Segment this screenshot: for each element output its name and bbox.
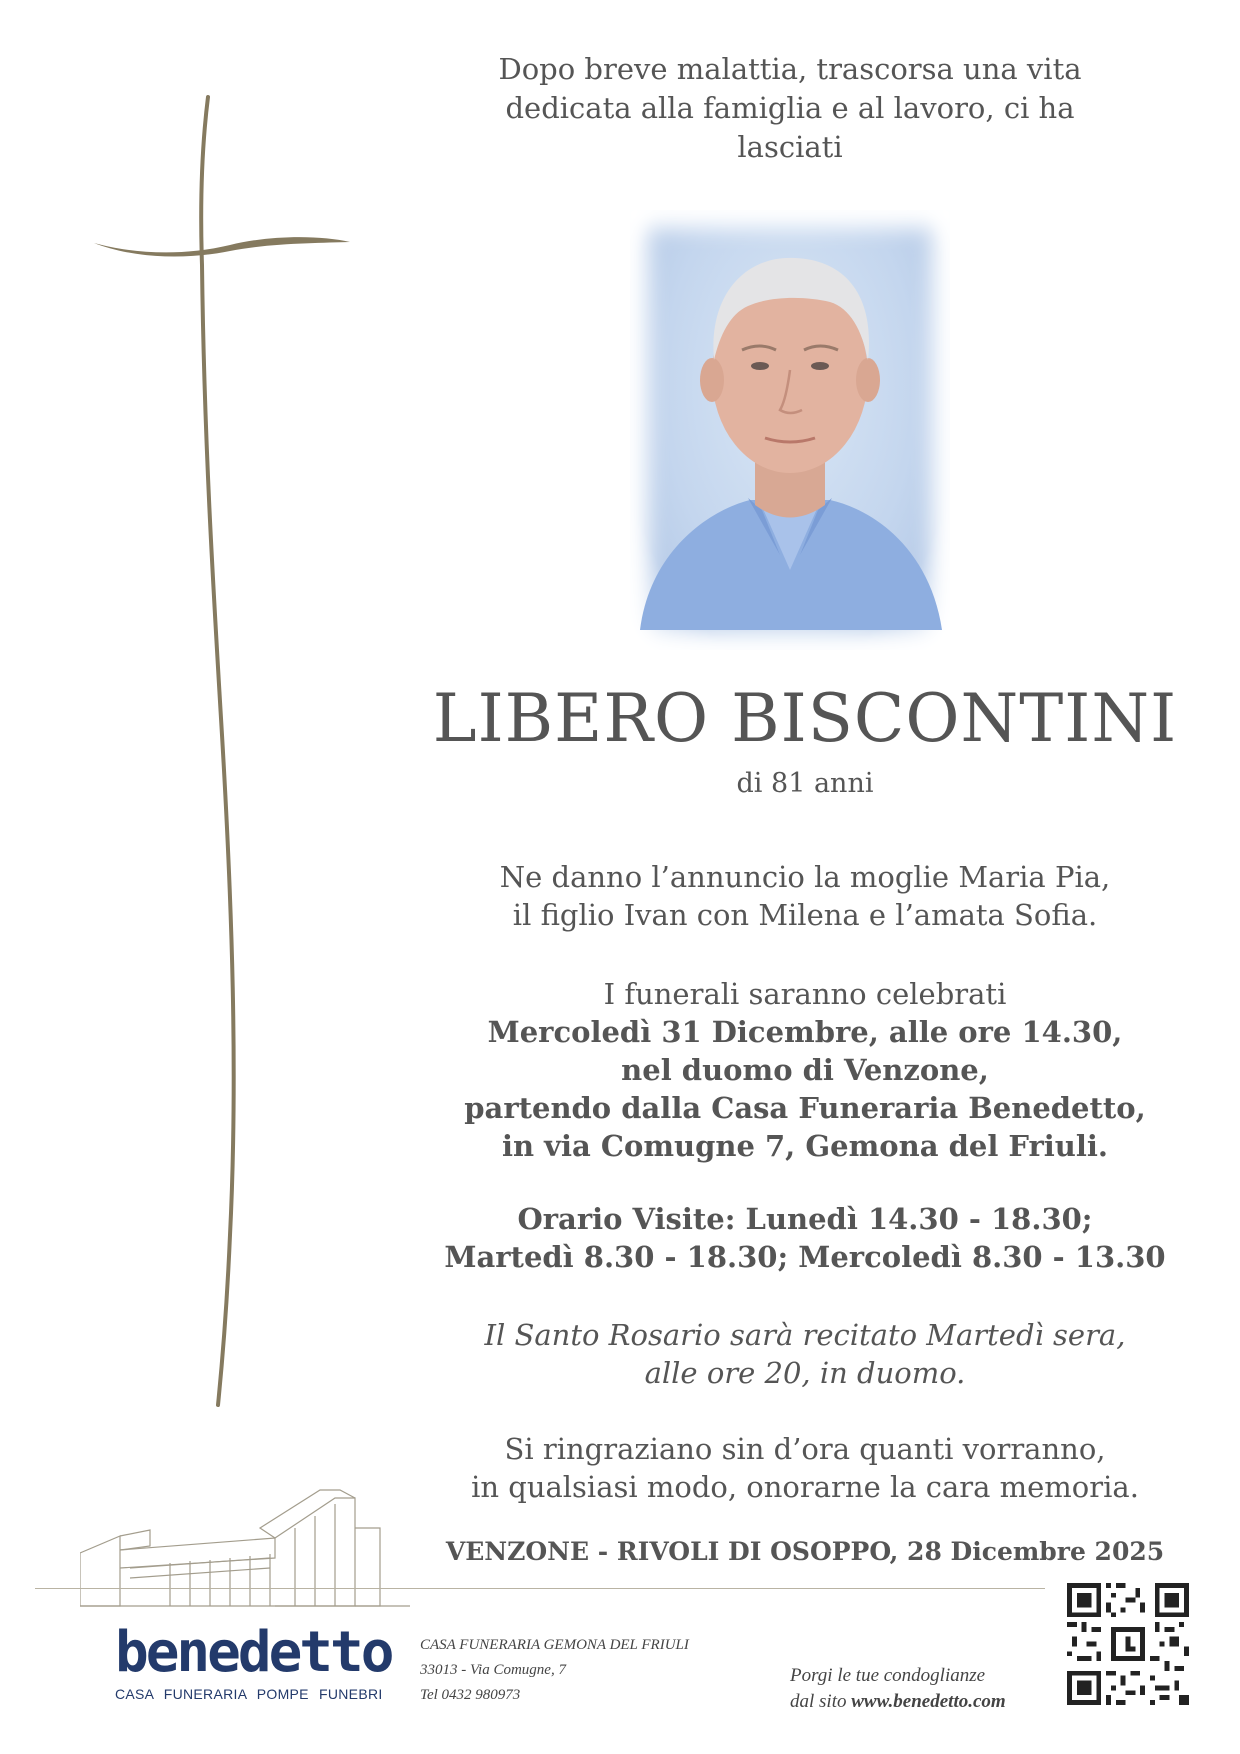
benedetto-logo: benedetto [115,1620,392,1685]
funeral-details [440,975,1170,1165]
condolences-site-line [790,1689,1090,1715]
funeral-line: in via Comugne 7, Gemona del Friuli. [501,1129,1109,1163]
condolences-note [790,1663,1090,1715]
intro-line: dedicata alla famiglia e al lavoro, ci ha [505,91,1075,125]
condolences-prefix: dal sito [790,1691,852,1712]
deceased-name: LIBERO BISCONTINI [432,680,1178,757]
address-line: CASA FUNERARIA GEMONA DEL FRIULI [420,1637,689,1653]
funeral-line: nel duomo di Venzone, [621,1053,989,1087]
intro-text [470,50,1110,167]
qr-code-icon[interactable] [1067,1583,1189,1705]
intro-line: lasciati [737,130,843,164]
rosary-line: alle ore 20, in duomo. [644,1356,966,1390]
visits-line: Martedì 8.30 - 18.30; Mercoledì 8.30 - 13.30 [444,1240,1166,1274]
portrait-illustration [630,210,950,650]
logo-subtitle: CASA FUNERARIA POMPE FUNEBRI [115,1686,383,1702]
website-link[interactable]: www.benedetto.com [851,1691,1006,1712]
announcement [440,858,1170,934]
funeral-home-address [420,1633,740,1708]
announcement-line: Ne danno l’annuncio la moglie Maria Pia, [499,860,1111,894]
cross-icon [90,85,360,1415]
intro-line: Dopo breve malattia, trascorsa una vita [498,52,1082,86]
visits-line: Orario Visite: Lunedì 14.30 - 18.30; [517,1202,1093,1236]
rosary-note [440,1316,1170,1392]
thanks-note [440,1430,1170,1506]
announcement-line: il figlio Ivan con Milena e l’amata Sofia. [512,898,1098,932]
portrait-photo [630,210,950,650]
thanks-line: in qualsiasi modo, onorarne la cara memoria. [471,1470,1139,1504]
footer-divider [35,1588,1045,1589]
phone-line: Tel 0432 980973 [420,1687,521,1703]
place-date-line: VENZONE - RIVOLI DI OSOPPO, 28 Dicembre 2025 [445,1537,1165,1566]
address-line: 33013 - Via Comugne, 7 [420,1662,566,1678]
building-icon [80,1468,410,1608]
funeral-line: Mercoledì 31 Dicembre, alle ore 14.30, [487,1015,1123,1049]
funeral-line: partendo dalla Casa Funeraria Benedetto, [464,1091,1146,1125]
condolences-line: Porgi le tue condoglianze [790,1665,986,1686]
visiting-hours [440,1200,1170,1276]
deceased-age: di 81 anni [736,768,874,799]
thanks-line: Si ringraziano sin d’ora quanti vorranno, [504,1432,1106,1466]
funeral-intro: I funerali saranno celebrati [603,977,1007,1011]
rosary-line: Il Santo Rosario sarà recitato Martedì sera, [484,1318,1126,1352]
